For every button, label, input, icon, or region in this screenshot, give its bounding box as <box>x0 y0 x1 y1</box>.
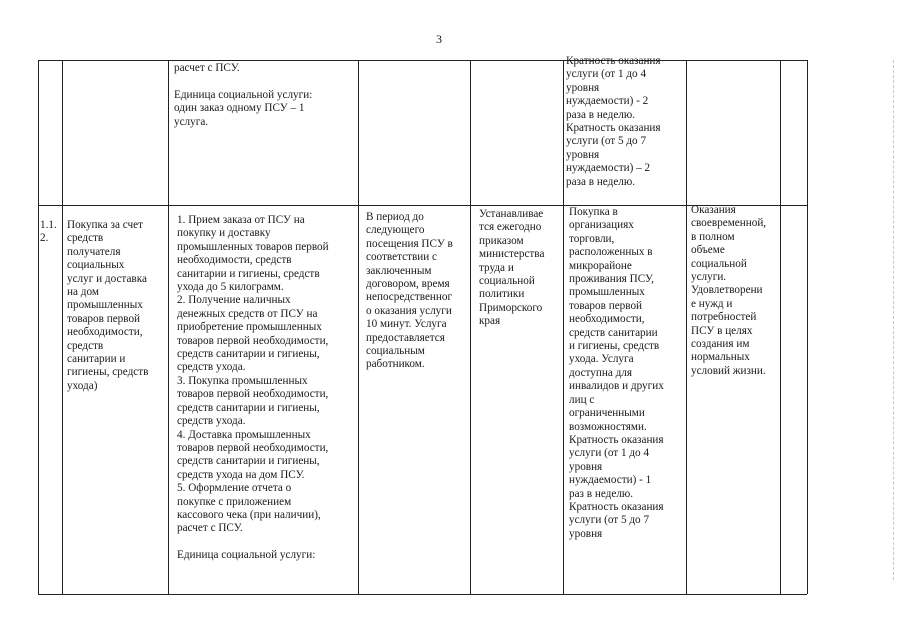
column-border <box>62 60 63 594</box>
row2-item-number: 1.1. 2. <box>40 219 57 245</box>
column-border <box>168 60 169 594</box>
row2-time-limit: В период до следующего посещения ПСУ в соответствии с заключенным договором, время непосредственног о оказания услуги 10 минут. Услуга предоставляется социальным работником. <box>366 211 453 371</box>
column-border <box>38 60 39 594</box>
row2-quality-indicators: Оказания своевременной, в полном объеме социальной услуги. Удовлетворени е нужд и потребностей ПСУ в целях создания им нормальных условий жизни. <box>691 204 767 377</box>
row1-service-content: расчет с ПСУ. Единица социальной услуги: один заказ одному ПСУ – 1 услуга. <box>174 62 313 128</box>
column-border <box>686 60 687 594</box>
column-border <box>807 60 808 594</box>
row2-tariff: Устанавливае тся ежегодно приказом министерства труда и социальной политики Приморского края <box>479 208 545 328</box>
column-border <box>780 60 781 594</box>
table-bottom-border <box>38 594 807 595</box>
page-number: 3 <box>436 32 442 46</box>
row1-frequency-text: Кратность оказания услуги (от 1 до 4 уровня нуждаемости) - 2 раза в неделю. Кратность оказания услуги (от 5 до 7 уровня нуждаемости) – 2 раза в неделю. <box>566 55 661 188</box>
column-border <box>563 60 564 594</box>
row2-service-name: Покупка за счет средств получателя социальных услуг и доставка на дом промышленных товаров первой необходимости, средств санитарии и гигиены, средств ухода) <box>67 219 149 392</box>
column-border <box>470 60 471 594</box>
column-border <box>358 60 359 594</box>
row2-conditions: Покупка в организациях торговли, расположенных в микрорайоне проживания ПСУ, промышленных товаров первой необходимости, средств санитарии и гигиены, средств ухода. Услуга доступна для инвалидов и других лиц с ограниченными возможностями. Кратность оказания услуги (от 1 до 4 уровня нуждаемости) - 1 раз в неделю. Кратность оказания услуги (от 5 до 7 уровня <box>569 206 664 540</box>
table-top-border <box>38 60 807 61</box>
row2-service-content: 1. Прием заказа от ПСУ на покупку и доставку промышленных товаров первой необходимости, средств санитарии и гигиены, средств ухода до 5 килограмм. 2. Получение наличных денежных средств от ПСУ на приобретение промышленных товаров первой необходимости, средств санитарии и гигиены, средств ухода. 3. Покупка промышленных товаров первой необходимости, средств санитарии и гигиены, средств ухода. 4. Доставка промышленных товаров первой необходимости, средств санитарии и гигиены, средств ухода на дом ПСУ. 5. Оформление отчета о покупке с приложением кассового чека (при наличии), расчет с ПСУ. Единица социальной услуги: <box>177 214 329 562</box>
scan-edge <box>893 60 895 580</box>
